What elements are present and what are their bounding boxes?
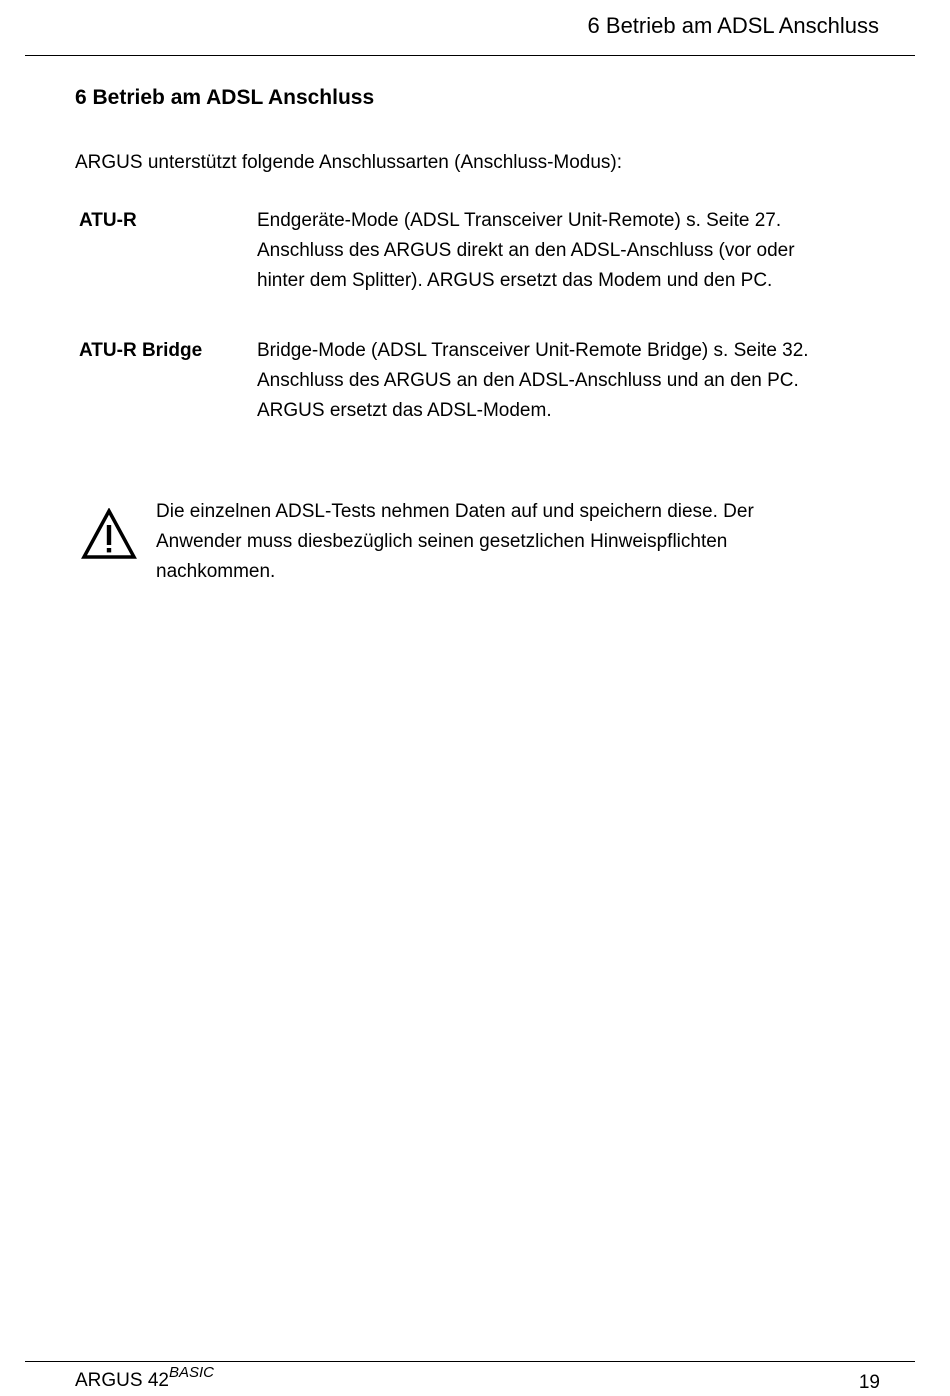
section-heading: 6 Betrieb am ADSL Anschluss	[75, 86, 375, 109]
warning-line: nachkommen.	[156, 561, 276, 582]
warning-triangle-icon	[81, 508, 137, 560]
warning-line: Anwender muss diesbezüglich seinen gesetzlichen Hinweispflichten	[156, 531, 728, 552]
running-header-title: 6 Betrieb am ADSL Anschluss	[587, 13, 879, 38]
description-line: Anschluss des ARGUS direkt an den ADSL-Anschluss (vor oder	[257, 240, 795, 261]
mode-description-atu-r	[257, 206, 897, 296]
mode-term-atu-r-bridge: ATU-R Bridge	[79, 340, 203, 361]
mode-term-atu-r: ATU-R	[79, 210, 137, 231]
page-number: 19	[858, 1372, 880, 1393]
footer-product-name	[75, 1364, 214, 1392]
description-line: Anschluss des ARGUS an den ADSL-Anschluss und an den PC.	[257, 370, 799, 391]
description-line: hinter dem Splitter). ARGUS ersetzt das Modem und den PC.	[257, 270, 773, 291]
intro-paragraph: ARGUS unterstützt folgende Anschlussarten (Anschluss-Modus):	[75, 152, 623, 173]
mode-description-atu-r-bridge	[257, 336, 897, 426]
description-line: Endgeräte-Mode (ADSL Transceiver Unit-Remote) s. Seite 27.	[257, 210, 782, 231]
warning-note	[156, 497, 896, 587]
product-name: ARGUS 42	[75, 1370, 169, 1391]
warning-line: Die einzelnen ADSL-Tests nehmen Daten auf und speichern diese. Der	[156, 501, 754, 522]
product-edition: BASIC	[168, 1364, 214, 1381]
description-line: Bridge-Mode (ADSL Transceiver Unit-Remote Bridge) s. Seite 32.	[257, 340, 809, 361]
footer-divider	[25, 1361, 915, 1362]
description-line: ARGUS ersetzt das ADSL-Modem.	[257, 400, 552, 421]
header-divider	[25, 55, 915, 56]
